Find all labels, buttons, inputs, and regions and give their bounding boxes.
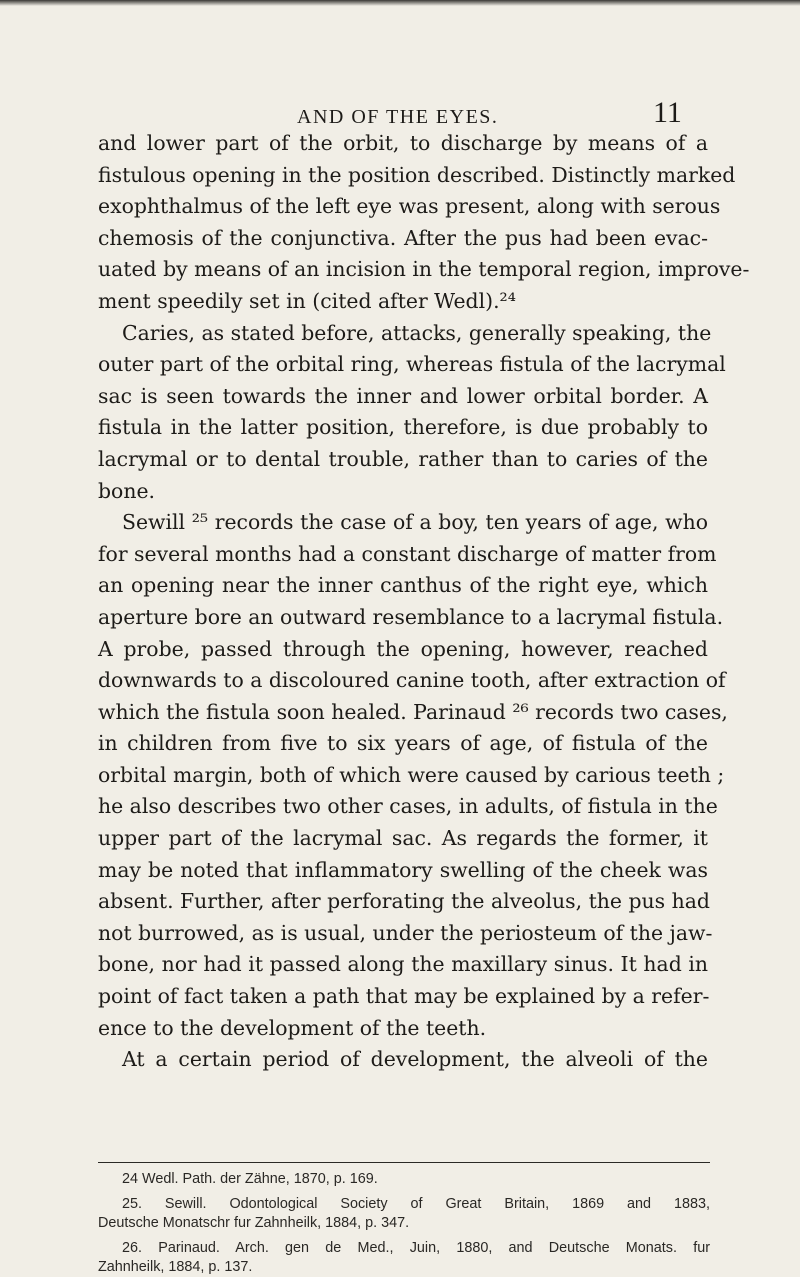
text-line: which the fistula soon healed. Parinaud ²⁶ records two cases, [98, 699, 728, 724]
text-line: in children from five to six years of age, of fistula of the [98, 731, 708, 756]
text-line: not burrowed, as is usual, under the periosteum of the jaw- [98, 920, 713, 945]
text-line: chemosis of the conjunctiva. After the pus had been evac- [98, 225, 708, 250]
page-top-shadow [0, 0, 800, 6]
text-line: sac is seen towards the inner and lower orbital border. A [98, 383, 708, 408]
text-line: At a certain period of development, the alveoli of the [122, 1047, 708, 1072]
text-line: upper part of the lacrymal sac. As regards the former, it [98, 826, 708, 851]
text-line: fistulous opening in the position described. Distinctly marked [98, 162, 736, 187]
running-head: AND OF THE EYES. [297, 106, 499, 128]
page-number: 11 [653, 96, 682, 129]
text-line: orbital margin, both of which were caused by carious teeth ; [98, 762, 725, 787]
text-line: and lower part of the orbit, to discharge by means of a [98, 131, 708, 155]
footnote-25: 25. Sewill. Odontological Society of Great Britain, 1869 and 1883, [122, 1196, 710, 1212]
footnote-divider [98, 1162, 710, 1163]
text-line: he also describes two other cases, in adults, of fistula in the [98, 794, 718, 819]
text-line: bone. [98, 478, 156, 503]
text-line: Caries, as stated before, attacks, generally speaking, the [122, 320, 712, 345]
text-line: an opening near the inner canthus of the right eye, which [98, 573, 708, 598]
text-line: outer part of the orbital ring, whereas fistula of the lacrymal [98, 352, 726, 377]
text-line: uated by means of an incision in the temporal region, improve- [98, 257, 750, 282]
footnote-24: 24 Wedl. Path. der Zähne, 1870, p. 169. [122, 1171, 378, 1187]
body-text [98, 128, 750, 1076]
text-line: Sewill ²⁵ records the case of a boy, ten years of age, who [122, 510, 708, 535]
text-line: lacrymal or to dental trouble, rather than to caries of the [98, 446, 708, 471]
text-line: downwards to a discoloured canine tooth, after extraction of [98, 668, 726, 693]
footnotes [98, 1170, 710, 1277]
text-line: ence to the development of the teeth. [98, 1015, 487, 1040]
footnote-25-cont: Deutsche Monatschr fur Zahnheilk, 1884, p. 347. [98, 1215, 410, 1231]
text-line: A probe, passed through the opening, however, reached [98, 636, 708, 661]
page-header [0, 92, 800, 132]
footnote-26: 26. Parinaud. Arch. gen de Med., Juin, 1880, and Deutsche Monats. fur [122, 1240, 710, 1256]
text-line: bone, nor had it passed along the maxillary sinus. It had in [98, 952, 708, 977]
text-line: for several months had a constant discharge of matter from [98, 541, 717, 566]
text-line: may be noted that inflammatory swelling of the cheek was [98, 857, 708, 882]
text-line: exophthalmus of the left eye was present, along with serous [98, 194, 721, 219]
text-line: absent. Further, after perforating the alveolus, the pus had [98, 889, 710, 914]
text-line: point of fact taken a path that may be explained by a refer- [98, 984, 710, 1009]
footnote-26-cont: Zahnheilk, 1884, p. 137. [98, 1259, 253, 1275]
text-line: fistula in the latter position, therefore, is due probably to [98, 415, 708, 440]
text-line: ment speedily set in (cited after Wedl).²⁴ [98, 288, 516, 313]
text-line: aperture bore an outward resemblance to a lacrymal fistula. [98, 604, 724, 629]
